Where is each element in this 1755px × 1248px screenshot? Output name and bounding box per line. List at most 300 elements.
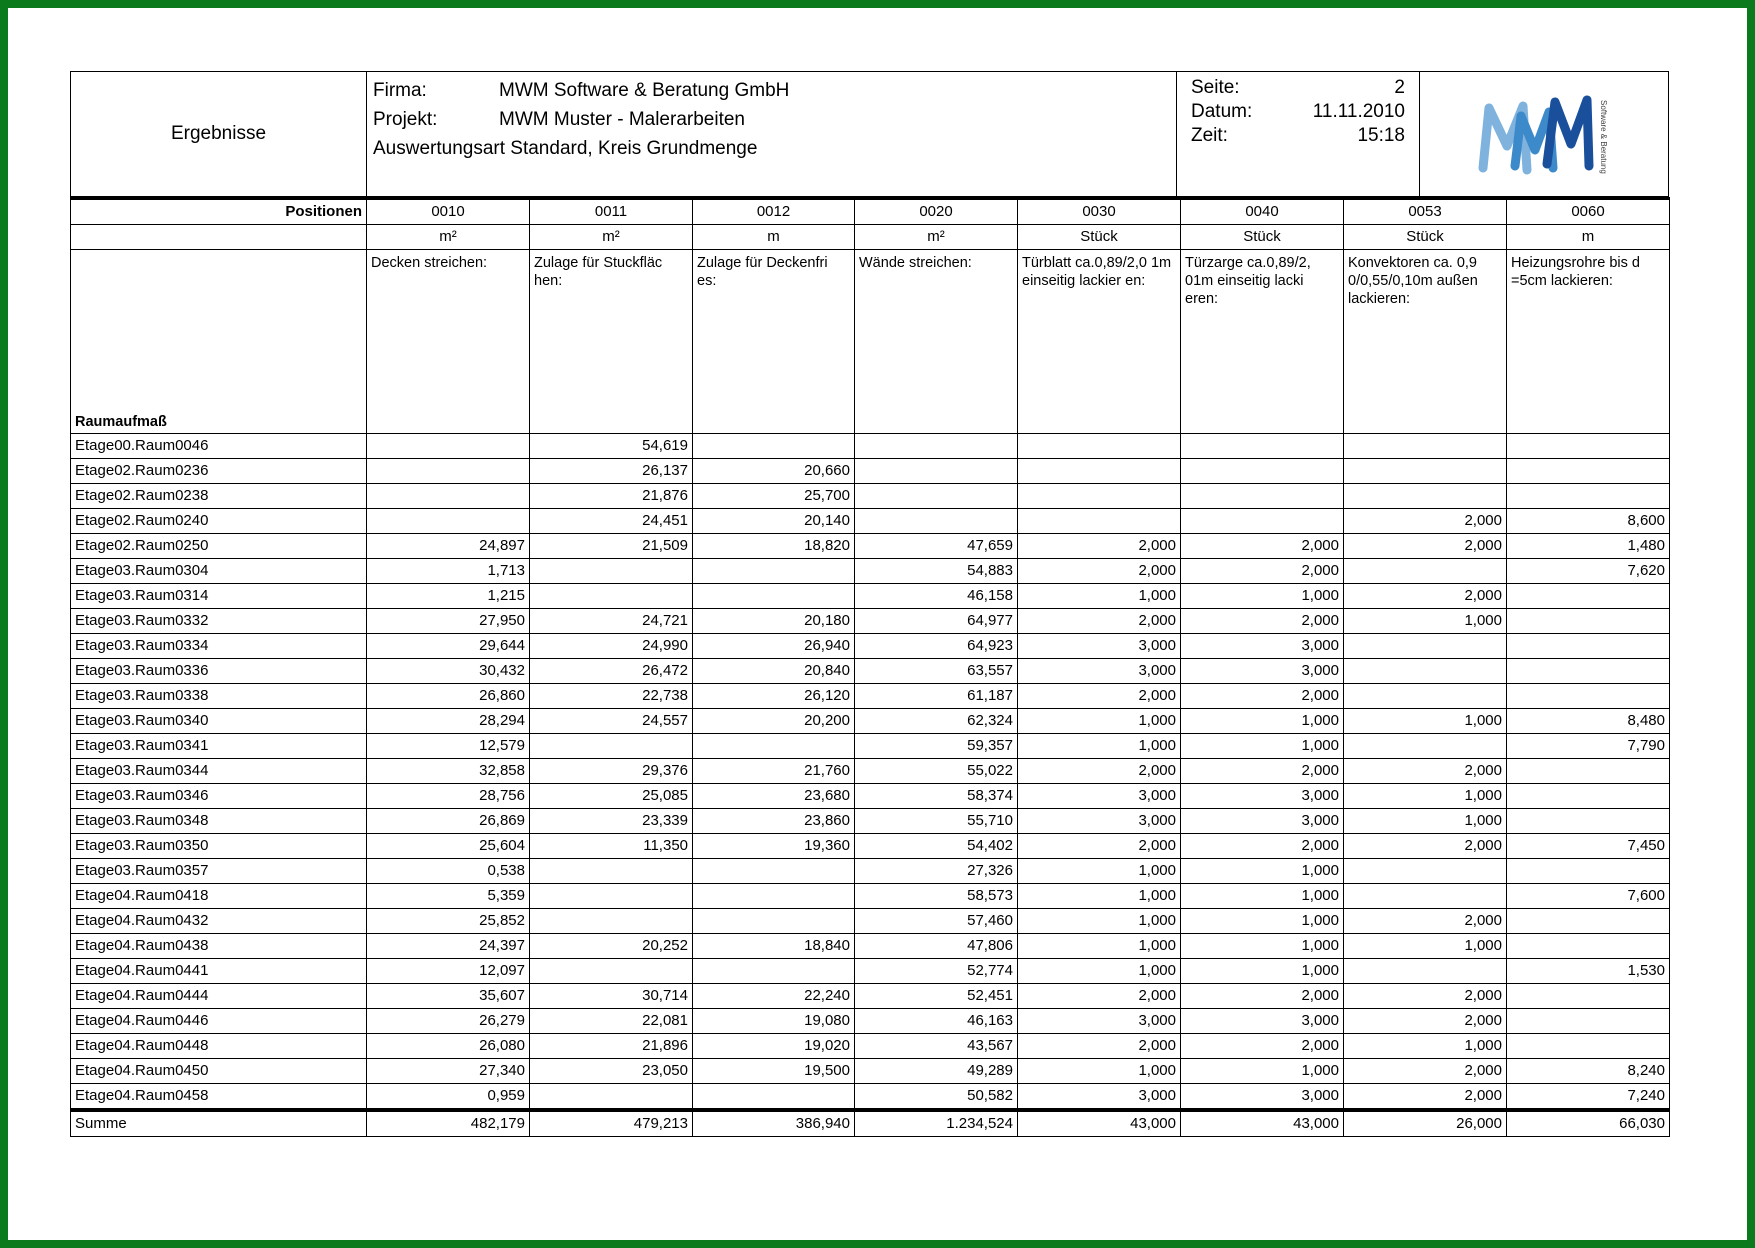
sum-cell: 66,030 xyxy=(1507,1110,1670,1137)
quantity-cell xyxy=(1507,434,1670,459)
quantity-cell: 3,000 xyxy=(1018,659,1181,684)
quantity-cell: 63,557 xyxy=(855,659,1018,684)
quantity-cell: 1,000 xyxy=(1018,909,1181,934)
quantity-cell xyxy=(1507,609,1670,634)
quantity-cell: 2,000 xyxy=(1344,834,1507,859)
table-row xyxy=(71,509,1670,534)
quantity-cell xyxy=(1507,584,1670,609)
quantity-cell: 5,359 xyxy=(367,884,530,909)
table-row xyxy=(71,584,1670,609)
datum-label: Datum: xyxy=(1191,101,1253,122)
quantity-cell: 3,000 xyxy=(1181,659,1344,684)
page-meta xyxy=(1177,72,1420,196)
quantity-cell: 2,000 xyxy=(1344,1084,1507,1111)
quantity-cell: 57,460 xyxy=(855,909,1018,934)
table-row xyxy=(71,434,1670,459)
quantity-cell xyxy=(1344,459,1507,484)
quantity-cell xyxy=(1344,684,1507,709)
table-row xyxy=(71,934,1670,959)
zeit-label: Zeit: xyxy=(1191,125,1228,146)
room-name: Etage04.Raum0432 xyxy=(71,909,367,934)
quantity-cell: 2,000 xyxy=(1181,684,1344,709)
quantity-cell: 20,180 xyxy=(693,609,855,634)
quantity-cell: 55,022 xyxy=(855,759,1018,784)
quantity-cell xyxy=(693,959,855,984)
quantity-cell: 22,081 xyxy=(530,1009,693,1034)
quantity-cell: 8,480 xyxy=(1507,709,1670,734)
auswertung-text: Auswertungsart Standard, Kreis Grundmenge xyxy=(373,138,758,159)
quantity-cell: 35,607 xyxy=(367,984,530,1009)
quantity-cell: 0,959 xyxy=(367,1084,530,1111)
table-row xyxy=(71,759,1670,784)
quantity-cell: 22,738 xyxy=(530,684,693,709)
table-row xyxy=(71,1084,1670,1111)
table-row xyxy=(71,809,1670,834)
report-sheet xyxy=(70,71,1669,1137)
quantity-cell xyxy=(1507,934,1670,959)
room-name: Etage04.Raum0446 xyxy=(71,1009,367,1034)
unit-cell: m² xyxy=(367,225,530,250)
room-name: Etage04.Raum0458 xyxy=(71,1084,367,1111)
table-row xyxy=(71,684,1670,709)
quantity-cell: 27,340 xyxy=(367,1059,530,1084)
quantity-cell: 2,000 xyxy=(1344,1059,1507,1084)
quantity-cell: 21,509 xyxy=(530,534,693,559)
quantity-cell: 26,860 xyxy=(367,684,530,709)
quantity-cell: 26,080 xyxy=(367,1034,530,1059)
room-name: Etage03.Raum0348 xyxy=(71,809,367,834)
room-name: Etage03.Raum0341 xyxy=(71,734,367,759)
room-name: Etage04.Raum0418 xyxy=(71,884,367,909)
quantity-cell: 2,000 xyxy=(1018,684,1181,709)
table-row xyxy=(71,834,1670,859)
quantity-cell xyxy=(693,434,855,459)
quantity-cell: 1,000 xyxy=(1018,934,1181,959)
quantity-cell: 43,567 xyxy=(855,1034,1018,1059)
quantity-cell xyxy=(855,459,1018,484)
table-row xyxy=(71,659,1670,684)
quantity-cell xyxy=(530,734,693,759)
quantity-cell: 1,000 xyxy=(1018,884,1181,909)
logo-subtext: Software & Beratung xyxy=(1599,100,1608,174)
quantity-cell: 12,097 xyxy=(367,959,530,984)
table-row xyxy=(71,484,1670,509)
quantity-cell: 54,619 xyxy=(530,434,693,459)
quantity-cell: 1,000 xyxy=(1181,859,1344,884)
quantity-cell: 1,000 xyxy=(1344,784,1507,809)
quantity-cell xyxy=(1181,459,1344,484)
quantity-cell xyxy=(1344,484,1507,509)
table-row xyxy=(71,784,1670,809)
table-row xyxy=(71,1059,1670,1084)
quantity-cell: 25,085 xyxy=(530,784,693,809)
quantity-cell: 1,000 xyxy=(1344,809,1507,834)
quantity-cell: 28,756 xyxy=(367,784,530,809)
company-logo xyxy=(1420,72,1670,196)
quantity-cell xyxy=(1507,784,1670,809)
position-number: 0012 xyxy=(693,199,855,225)
quantity-cell: 12,579 xyxy=(367,734,530,759)
sum-cell: 1.234,524 xyxy=(855,1110,1018,1137)
quantity-cell: 55,710 xyxy=(855,809,1018,834)
datum-value: 11.11.2010 xyxy=(1312,101,1405,122)
table-row xyxy=(71,1034,1670,1059)
raumaufmass-label: Raumaufmaß xyxy=(71,250,367,434)
quantity-cell: 20,840 xyxy=(693,659,855,684)
quantity-cell: 2,000 xyxy=(1344,584,1507,609)
quantity-cell: 2,000 xyxy=(1181,759,1344,784)
quantity-cell: 2,000 xyxy=(1018,1034,1181,1059)
quantity-cell: 1,000 xyxy=(1181,934,1344,959)
quantity-cell: 59,357 xyxy=(855,734,1018,759)
quantity-cell xyxy=(1018,459,1181,484)
quantity-cell xyxy=(1507,984,1670,1009)
quantity-cell: 21,760 xyxy=(693,759,855,784)
room-name: Etage03.Raum0334 xyxy=(71,634,367,659)
quantity-cell: 25,604 xyxy=(367,834,530,859)
room-name: Etage02.Raum0238 xyxy=(71,484,367,509)
quantity-cell: 7,790 xyxy=(1507,734,1670,759)
quantity-cell: 24,451 xyxy=(530,509,693,534)
room-name: Etage04.Raum0450 xyxy=(71,1059,367,1084)
quantity-cell xyxy=(530,1084,693,1111)
sum-row xyxy=(71,1110,1670,1137)
quantity-cell: 1,000 xyxy=(1181,884,1344,909)
quantity-cell xyxy=(530,584,693,609)
quantity-cell xyxy=(1507,859,1670,884)
sum-cell: 386,940 xyxy=(693,1110,855,1137)
quantity-cell: 1,000 xyxy=(1018,734,1181,759)
quantity-cell: 7,450 xyxy=(1507,834,1670,859)
quantity-cell: 23,680 xyxy=(693,784,855,809)
quantity-cell xyxy=(1181,509,1344,534)
table-row xyxy=(71,734,1670,759)
quantity-cell: 2,000 xyxy=(1181,609,1344,634)
seite-value: 2 xyxy=(1394,77,1405,98)
table-row xyxy=(71,909,1670,934)
position-description: Türzarge ca.0,89/2, 01m einseitig lacki eren: xyxy=(1181,250,1344,434)
room-name: Etage04.Raum0444 xyxy=(71,984,367,1009)
quantity-cell xyxy=(367,459,530,484)
quantity-cell: 21,896 xyxy=(530,1034,693,1059)
position-description: Konvektoren ca. 0,9 0/0,55/0,10m außen lackieren: xyxy=(1344,250,1507,434)
position-number: 0060 xyxy=(1507,199,1670,225)
quantity-cell xyxy=(693,584,855,609)
quantity-cell xyxy=(1181,434,1344,459)
quantity-cell: 18,820 xyxy=(693,534,855,559)
quantity-cell: 1,713 xyxy=(367,559,530,584)
quantity-cell: 2,000 xyxy=(1181,1034,1344,1059)
room-name: Etage03.Raum0336 xyxy=(71,659,367,684)
table-row xyxy=(71,884,1670,909)
quantity-cell: 49,289 xyxy=(855,1059,1018,1084)
quantity-cell: 30,714 xyxy=(530,984,693,1009)
quantity-cell: 2,000 xyxy=(1344,534,1507,559)
quantity-cell: 3,000 xyxy=(1181,634,1344,659)
sum-label: Summe xyxy=(71,1110,367,1137)
quantity-cell: 19,360 xyxy=(693,834,855,859)
quantity-cell xyxy=(1344,884,1507,909)
quantity-cell: 2,000 xyxy=(1018,984,1181,1009)
quantity-cell xyxy=(530,909,693,934)
quantity-cell: 3,000 xyxy=(1181,809,1344,834)
results-table xyxy=(70,197,1670,1137)
quantity-cell: 46,158 xyxy=(855,584,1018,609)
quantity-cell: 1,000 xyxy=(1181,959,1344,984)
quantity-cell xyxy=(530,959,693,984)
quantity-cell: 2,000 xyxy=(1344,909,1507,934)
report-title: Ergebnisse xyxy=(71,72,367,196)
quantity-cell: 3,000 xyxy=(1181,1009,1344,1034)
quantity-cell: 2,000 xyxy=(1181,834,1344,859)
quantity-cell: 3,000 xyxy=(1018,1084,1181,1111)
sum-cell: 26,000 xyxy=(1344,1110,1507,1137)
quantity-cell xyxy=(855,509,1018,534)
quantity-cell xyxy=(530,884,693,909)
quantity-cell xyxy=(1507,1009,1670,1034)
quantity-cell: 7,600 xyxy=(1507,884,1670,909)
position-number: 0020 xyxy=(855,199,1018,225)
quantity-cell: 1,000 xyxy=(1181,1059,1344,1084)
quantity-cell: 64,923 xyxy=(855,634,1018,659)
table-row xyxy=(71,959,1670,984)
quantity-cell xyxy=(367,434,530,459)
quantity-cell xyxy=(1507,684,1670,709)
quantity-cell: 26,940 xyxy=(693,634,855,659)
quantity-cell xyxy=(1507,759,1670,784)
quantity-cell: 30,432 xyxy=(367,659,530,684)
quantity-cell: 11,350 xyxy=(530,834,693,859)
quantity-cell: 2,000 xyxy=(1181,534,1344,559)
quantity-cell: 24,397 xyxy=(367,934,530,959)
quantity-cell xyxy=(530,859,693,884)
quantity-cell: 61,187 xyxy=(855,684,1018,709)
mwm-logo-icon xyxy=(1475,86,1615,182)
quantity-cell xyxy=(855,484,1018,509)
quantity-cell: 47,659 xyxy=(855,534,1018,559)
room-name: Etage03.Raum0344 xyxy=(71,759,367,784)
quantity-cell: 0,538 xyxy=(367,859,530,884)
quantity-cell xyxy=(1018,484,1181,509)
room-name: Etage03.Raum0338 xyxy=(71,684,367,709)
table-row xyxy=(71,559,1670,584)
quantity-cell xyxy=(1507,1034,1670,1059)
quantity-cell: 23,339 xyxy=(530,809,693,834)
quantity-cell: 54,883 xyxy=(855,559,1018,584)
room-name: Etage03.Raum0350 xyxy=(71,834,367,859)
room-name: Etage03.Raum0304 xyxy=(71,559,367,584)
quantity-cell: 8,600 xyxy=(1507,509,1670,534)
position-description: Heizungsrohre bis d =5cm lackieren: xyxy=(1507,250,1670,434)
position-number: 0011 xyxy=(530,199,693,225)
table-row xyxy=(71,859,1670,884)
room-name: Etage02.Raum0240 xyxy=(71,509,367,534)
quantity-cell: 7,240 xyxy=(1507,1084,1670,1111)
quantity-cell: 29,644 xyxy=(367,634,530,659)
quantity-cell: 1,480 xyxy=(1507,534,1670,559)
table-row xyxy=(71,984,1670,1009)
quantity-cell xyxy=(1507,659,1670,684)
quantity-cell: 25,700 xyxy=(693,484,855,509)
quantity-cell xyxy=(1507,909,1670,934)
quantity-cell: 1,000 xyxy=(1018,1059,1181,1084)
quantity-cell xyxy=(1507,809,1670,834)
quantity-cell: 28,294 xyxy=(367,709,530,734)
report-header xyxy=(70,71,1669,197)
quantity-cell: 2,000 xyxy=(1344,984,1507,1009)
quantity-cell: 2,000 xyxy=(1018,609,1181,634)
quantity-cell xyxy=(367,509,530,534)
table-row xyxy=(71,534,1670,559)
quantity-cell: 22,240 xyxy=(693,984,855,1009)
quantity-cell: 2,000 xyxy=(1018,759,1181,784)
quantity-cell: 19,080 xyxy=(693,1009,855,1034)
quantity-cell xyxy=(1507,634,1670,659)
zeit-value: 15:18 xyxy=(1357,125,1405,146)
quantity-cell: 1,000 xyxy=(1018,859,1181,884)
quantity-cell: 1,000 xyxy=(1344,934,1507,959)
position-description: Türblatt ca.0,89/2,0 1m einseitig lackier en: xyxy=(1018,250,1181,434)
quantity-cell: 19,500 xyxy=(693,1059,855,1084)
sum-cell: 43,000 xyxy=(1018,1110,1181,1137)
sum-cell: 479,213 xyxy=(530,1110,693,1137)
quantity-cell: 24,897 xyxy=(367,534,530,559)
quantity-cell xyxy=(693,884,855,909)
unit-cell: m xyxy=(1507,225,1670,250)
units-row xyxy=(71,225,1670,250)
quantity-cell: 18,840 xyxy=(693,934,855,959)
quantity-cell: 26,137 xyxy=(530,459,693,484)
quantity-cell: 1,530 xyxy=(1507,959,1670,984)
quantity-cell: 3,000 xyxy=(1018,784,1181,809)
quantity-cell: 8,240 xyxy=(1507,1059,1670,1084)
table-row xyxy=(71,609,1670,634)
quantity-cell: 24,990 xyxy=(530,634,693,659)
project-info xyxy=(367,72,1177,196)
quantity-cell xyxy=(1344,434,1507,459)
room-name: Etage03.Raum0314 xyxy=(71,584,367,609)
quantity-cell: 27,950 xyxy=(367,609,530,634)
quantity-cell: 2,000 xyxy=(1018,834,1181,859)
quantity-cell: 46,163 xyxy=(855,1009,1018,1034)
quantity-cell: 26,279 xyxy=(367,1009,530,1034)
room-name: Etage02.Raum0236 xyxy=(71,459,367,484)
unit-cell: m² xyxy=(530,225,693,250)
position-number: 0030 xyxy=(1018,199,1181,225)
quantity-cell: 1,000 xyxy=(1181,734,1344,759)
quantity-cell: 2,000 xyxy=(1344,759,1507,784)
quantity-cell: 1,000 xyxy=(1181,709,1344,734)
quantity-cell xyxy=(1344,634,1507,659)
quantity-cell: 26,472 xyxy=(530,659,693,684)
units-label-cell xyxy=(71,225,367,250)
quantity-cell xyxy=(693,559,855,584)
quantity-cell: 2,000 xyxy=(1018,534,1181,559)
unit-cell: m xyxy=(693,225,855,250)
quantity-cell: 20,252 xyxy=(530,934,693,959)
table-row xyxy=(71,634,1670,659)
quantity-cell xyxy=(1344,659,1507,684)
quantity-cell: 1,000 xyxy=(1344,609,1507,634)
room-name: Etage03.Raum0357 xyxy=(71,859,367,884)
room-name: Etage04.Raum0441 xyxy=(71,959,367,984)
quantity-cell: 1,000 xyxy=(1181,584,1344,609)
quantity-cell xyxy=(1344,559,1507,584)
room-name: Etage02.Raum0250 xyxy=(71,534,367,559)
quantity-cell: 7,620 xyxy=(1507,559,1670,584)
firma-label: Firma: xyxy=(373,80,427,101)
quantity-cell xyxy=(855,434,1018,459)
quantity-cell xyxy=(367,484,530,509)
quantity-cell xyxy=(1344,734,1507,759)
quantity-cell xyxy=(1181,484,1344,509)
quantity-cell: 26,120 xyxy=(693,684,855,709)
quantity-cell: 1,215 xyxy=(367,584,530,609)
quantity-cell: 3,000 xyxy=(1018,809,1181,834)
quantity-cell: 1,000 xyxy=(1181,909,1344,934)
quantity-cell: 19,020 xyxy=(693,1034,855,1059)
quantity-cell: 23,050 xyxy=(530,1059,693,1084)
quantity-cell: 52,451 xyxy=(855,984,1018,1009)
room-name: Etage03.Raum0346 xyxy=(71,784,367,809)
quantity-cell: 25,852 xyxy=(367,909,530,934)
quantity-cell: 24,557 xyxy=(530,709,693,734)
quantity-cell: 26,869 xyxy=(367,809,530,834)
table-row xyxy=(71,1009,1670,1034)
quantity-cell: 50,582 xyxy=(855,1084,1018,1111)
quantity-cell xyxy=(693,859,855,884)
quantity-cell xyxy=(693,734,855,759)
quantity-cell: 58,374 xyxy=(855,784,1018,809)
quantity-cell xyxy=(1507,459,1670,484)
firma-value: MWM Software & Beratung GmbH xyxy=(499,80,790,101)
positions-row xyxy=(71,199,1670,225)
quantity-cell: 52,774 xyxy=(855,959,1018,984)
room-name: Etage04.Raum0448 xyxy=(71,1034,367,1059)
room-name: Etage03.Raum0340 xyxy=(71,709,367,734)
quantity-cell xyxy=(693,1084,855,1111)
quantity-cell: 3,000 xyxy=(1018,634,1181,659)
room-name: Etage04.Raum0438 xyxy=(71,934,367,959)
quantity-cell: 1,000 xyxy=(1018,959,1181,984)
sum-cell: 482,179 xyxy=(367,1110,530,1137)
quantity-cell: 58,573 xyxy=(855,884,1018,909)
quantity-cell: 29,376 xyxy=(530,759,693,784)
position-description: Zulage für Deckenfri es: xyxy=(693,250,855,434)
positions-label: Positionen xyxy=(71,199,367,225)
position-number: 0053 xyxy=(1344,199,1507,225)
room-name: Etage03.Raum0332 xyxy=(71,609,367,634)
seite-label: Seite: xyxy=(1191,77,1240,98)
unit-cell: m² xyxy=(855,225,1018,250)
descriptions-row xyxy=(71,250,1670,434)
table-row xyxy=(71,709,1670,734)
position-number: 0010 xyxy=(367,199,530,225)
projekt-label: Projekt: xyxy=(373,109,438,130)
quantity-cell: 24,721 xyxy=(530,609,693,634)
quantity-cell: 20,140 xyxy=(693,509,855,534)
quantity-cell: 2,000 xyxy=(1344,509,1507,534)
quantity-cell: 32,858 xyxy=(367,759,530,784)
quantity-cell xyxy=(1018,509,1181,534)
unit-cell: Stück xyxy=(1344,225,1507,250)
quantity-cell: 64,977 xyxy=(855,609,1018,634)
quantity-cell: 2,000 xyxy=(1181,984,1344,1009)
quantity-cell xyxy=(530,559,693,584)
unit-cell: Stück xyxy=(1181,225,1344,250)
quantity-cell xyxy=(1018,434,1181,459)
quantity-cell xyxy=(693,909,855,934)
